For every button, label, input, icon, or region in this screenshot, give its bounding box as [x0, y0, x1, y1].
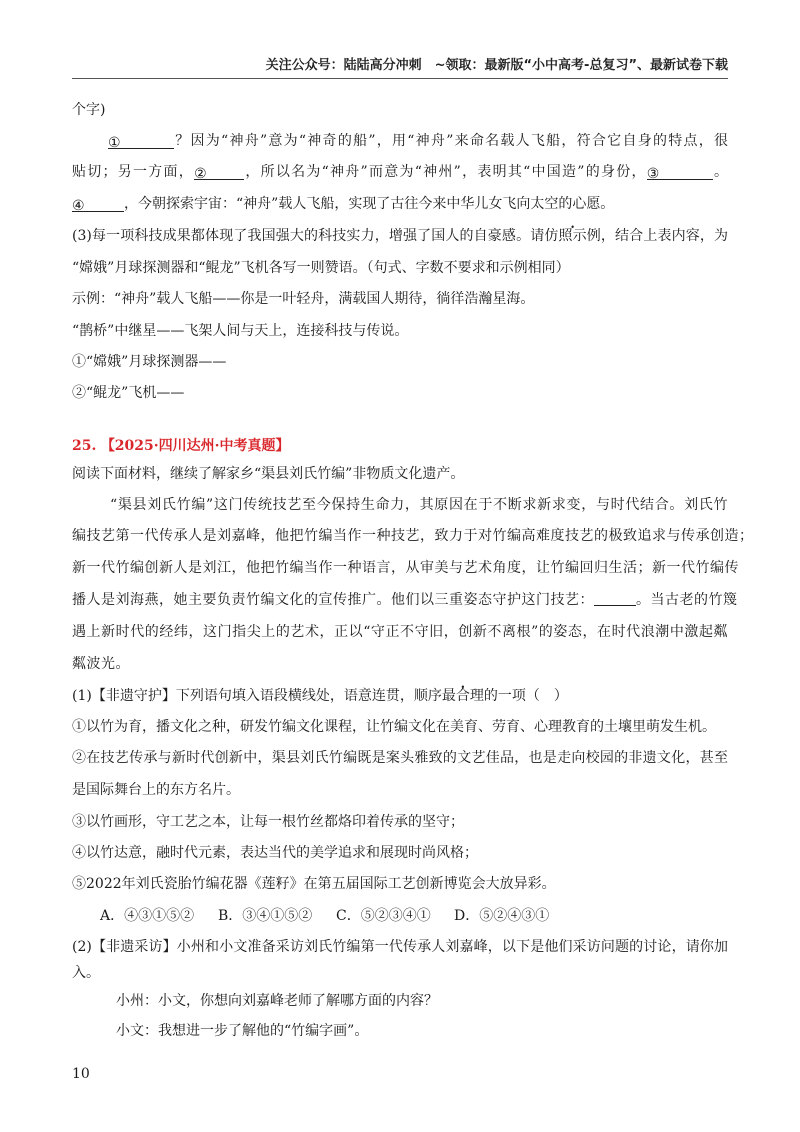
question-3-line-2: “嫦娥”月球探测器和“鲲龙”飞机各写一则赞语。（句式、字数不要求和示例相同）: [72, 260, 570, 276]
question-1: (1)【非遗守护】下列语句填入语段横线处，语意连贯，顺序最合理的一项（ ）: [72, 688, 568, 704]
emphasis-dots: 仿照示例: [544, 228, 601, 244]
sentence-4: ④以竹达意，融时代元素，表达当代的美学追求和展现时尚风格；: [72, 845, 478, 861]
option-b[interactable]: B．③④①⑤②: [218, 908, 313, 924]
passage-line-5: 遇上新时代的经纬，这门指尖上的艺术，正以“守正不守旧，创新不离根”的姿态，在时代浪潮中激起粼: [72, 624, 728, 640]
page-number: 10: [72, 1066, 90, 1082]
option-c[interactable]: C．⑤②③④①: [336, 908, 431, 924]
question-3-line-1: (3)每一项科技成果都体现了我国强大的科技实力，增强了国人的自豪感。请仿照示例，结合上表内容，为: [72, 228, 729, 244]
passage-blank[interactable]: [594, 590, 636, 606]
source-tag: 【2025·四川达州·中考真题】: [100, 438, 290, 454]
passage-line-6: 粼波光。: [72, 656, 130, 672]
fill-line-3: ④ ，今朝探索宇宙：“神舟”载人飞船，实现了古往今来中华儿女飞向太空的心愿。: [72, 196, 615, 214]
question-25-title: 25. 【2025·四川达州·中考真题】: [72, 438, 290, 454]
answer-blank-4[interactable]: ④: [72, 196, 124, 212]
option-a[interactable]: A．④③①⑤②: [100, 908, 195, 924]
sentence-1: ①以竹为育，播文化之种，研发竹编文化课程，让竹编文化在美育、劳育、心理教育的土壤里萌发生机。: [72, 719, 716, 735]
passage-line-1: “渠县刘氏竹编”这门传统技艺至今保持生命力，其原因在于不断求新求变，与时代结合。刘氏竹: [110, 497, 728, 513]
example-line-2: “鹊桥”中继星——飞架人间与天上，连接科技与传说。: [72, 323, 409, 339]
answer-item-2: ②“鲲龙”飞机——: [72, 385, 185, 401]
passage-line-3: 新一代竹编创新人是刘江，他把竹编当作一种语言，从审美与艺术角度，让竹编回归生活；新一代竹编传: [72, 560, 739, 576]
text-line: 个字): [72, 102, 106, 118]
page-header: 关注公众号：陆陆高分冲刺 ~领取：最新版“小中高考-总复习”、最新试卷下载: [265, 58, 728, 73]
sentence-2b: 是国际舞台上的东方名片。: [72, 782, 240, 798]
answer-blank-3[interactable]: ③: [647, 164, 713, 180]
question-2-line-2: 入。: [72, 965, 100, 981]
intro-line: 阅读下面材料，继续了解家乡“渠县刘氏竹编”非物质文化遗产。: [72, 466, 465, 482]
passage-line-4: 播人是刘海燕，她主要负责竹编文化的宣传推广。他们以三重姿态守护这门技艺： 。当古老的竹篾: [72, 592, 738, 608]
sentence-5: ⑤2022年刘氏瓷胎竹编花器《莲籽》在第五届国际工艺创新博览会大放异彩。: [72, 876, 556, 892]
sentence-2a: ②在技艺传承与新时代创新中，渠县刘氏竹编既是案头雅致的文艺佳品，也是走向校园的非遗文化，甚至: [72, 750, 728, 766]
sentence-3: ③以竹画形，守工艺之本，让每一根竹丝都烙印着传承的坚守；: [72, 814, 464, 830]
passage-line-2: 编技艺第一代传承人是刘嘉峰，他把竹编当作一种技艺，致力于对竹编高难度技艺的极致追求与传承创造；: [72, 528, 754, 544]
dialogue-line-2: 小文：我想进一步了解他的“竹编字画”。: [116, 1023, 369, 1039]
answer-blank-1[interactable]: ①: [108, 133, 174, 149]
fill-line-2: 贴切；另一方面，② ，所以名为“神舟”而意为“神州”，表明其“中国造”的身份，③ 。: [72, 164, 728, 182]
emphasis-dots: 最合理: [441, 688, 484, 704]
answer-options: [100, 906, 572, 926]
answer-item-1: ①“嫦娥”月球探测器——: [72, 354, 227, 370]
option-d[interactable]: D．⑤②④③①: [454, 908, 550, 924]
header-divider: [72, 78, 728, 79]
answer-blank-2[interactable]: ②: [194, 164, 244, 180]
question-2-line-1: (2)【非遗采访】小州和小文准备采访刘氏竹编第一代传承人刘嘉峰，以下是他们采访问题的讨论，请你加: [72, 939, 728, 955]
fill-line-1: ① ？因为“神舟”意为“神奇的船”，用“神舟”来命名载人飞船，符合它自身的特点，很: [108, 133, 728, 151]
dialogue-line-1: 小州：小文，你想向刘嘉峰老师了解哪方面的内容？: [116, 993, 438, 1009]
example-line-1: 示例：“神舟”载人飞船——你是一叶轻舟，满载国人期待，徜徉浩瀚星海。: [72, 291, 535, 307]
